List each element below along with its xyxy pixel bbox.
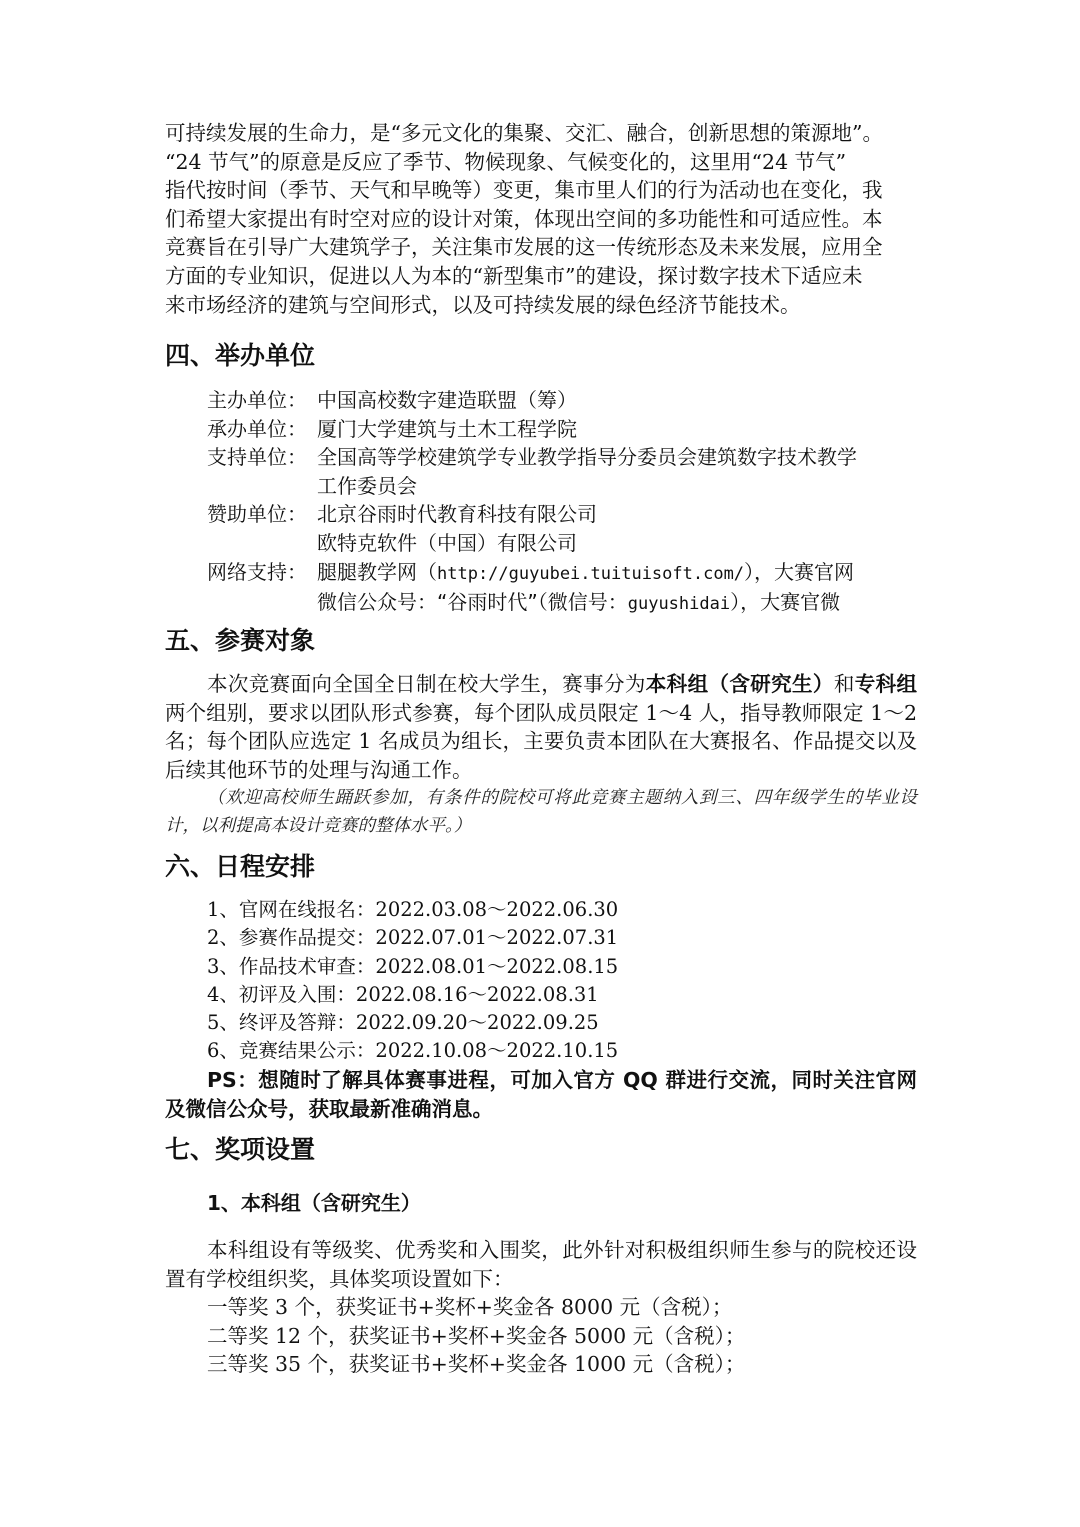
support-row-cont — [207, 472, 917, 501]
sponsor-value: 北京谷雨时代教育科技有限公司 — [317, 502, 597, 527]
section-heading-organizers: 四、举办单位 — [165, 341, 316, 370]
schedule-item: 5、终评及答辩：2022.09.20～2022.09.25 — [207, 1011, 599, 1035]
organizer-label: 承办单位： — [207, 416, 307, 441]
ps-paragraph — [165, 1066, 917, 1123]
support-value-cont: 工作委员会 — [317, 473, 417, 498]
website-link[interactable]: http://guyubei.tuituisoft.com/ — [437, 563, 745, 584]
support-row — [207, 443, 917, 472]
schedule-item: 1、官网在线报名：2022.03.08～2022.06.30 — [207, 898, 619, 921]
ps-text: PS：想随时了解具体赛事进程，可加入官方 QQ 群进行交流，同时关注官网及微信公众号，获取最新准确消息。 — [165, 1068, 917, 1121]
intro-line: 可持续发展的生命力，是“多元文化的集聚、交汇、融合，创新思想的策源地”。 — [165, 121, 883, 145]
wechat-value: 微信公众号：“谷雨时代”（微信号：guyushidai），大赛官微 — [317, 590, 841, 615]
wechat-row — [207, 588, 917, 619]
host-value: 中国高校数字建造联盟（筹） — [317, 388, 577, 412]
section-heading-schedule: 六、日程安排 — [165, 852, 316, 881]
intro-paragraph — [165, 119, 917, 319]
awards-intro: 本科组设有等级奖、优秀奖和入围奖，此外针对积极组织师生参与的院校还设置有学校组织奖，具体奖项设置如下： — [165, 1238, 917, 1291]
intro-line: 竞赛旨在引导广大建筑学子，关注集市发展的这一传统形态及未来发展，应用全 — [165, 235, 883, 260]
participants-paragraph — [165, 670, 917, 840]
intro-line: 指代按时间（季节、天气和早晚等）变更，集市里人们的行为活动也在变化，我 — [165, 178, 883, 203]
participants-text: 本次竞赛面向全国全日制在校大学生，赛事分为本科组（含研究生）和专科组两个组别，要求以团队形式参赛，每个团队成员限定 1～4 人，指导教师限定 1～2 名；每个团队应选定 1 名成员为组长，主要负责本团队在大赛报名、作品提交以及后续其他环节的处理与沟通工作。 — [165, 672, 918, 782]
award-item: 二等奖 12 个，获奖证书+奖杯+奖金各 5000 元（含税）； — [207, 1323, 746, 1348]
wechat-id: guyushidai — [627, 594, 731, 615]
intro-line: 来市场经济的建筑与空间形式，以及可持续发展的绿色经济节能技术。 — [165, 292, 801, 317]
schedule-list — [207, 896, 618, 1066]
awards-paragraph — [165, 1236, 917, 1379]
intro-line: “24 节气”的原意是反应了季节、物候现象、气候变化的，这里用“24 节气” — [165, 149, 847, 174]
organizer-value: 厦门大学建筑与土木工程学院 — [317, 416, 577, 441]
intro-line: 方面的专业知识，促进以人为本的“新型集市”的建设，探讨数字技术下适应未 — [165, 263, 863, 288]
web-row — [207, 558, 917, 589]
subheading-undergrad: 1、本科组（含研究生） — [207, 1191, 421, 1215]
web-label: 网络支持： — [207, 559, 307, 584]
schedule-item: 3、作品技术审查：2022.08.01～2022.08.15 — [207, 954, 619, 978]
organizer-row — [207, 415, 917, 444]
host-row — [207, 386, 917, 415]
award-item: 三等奖 35 个，获奖证书+奖杯+奖金各 1000 元（含税）； — [207, 1352, 746, 1377]
sponsor-row — [207, 500, 917, 529]
support-label: 支持单位： — [207, 445, 307, 470]
sponsor-label: 赞助单位： — [207, 502, 307, 527]
sponsor-value-cont: 欧特克软件（中国）有限公司 — [317, 530, 577, 555]
schedule-item: 2、参赛作品提交：2022.07.01～2022.07.31 — [207, 926, 619, 950]
award-item: 一等奖 3 个，获奖证书+奖杯+奖金各 8000 元（含税）； — [207, 1295, 733, 1320]
web-value: 腿腿教学网（http://guyubei.tuituisoft.com/），大赛官网 — [317, 559, 855, 584]
section-heading-awards: 七、奖项设置 — [165, 1135, 316, 1164]
support-value: 全国高等学校建筑学专业教学指导分委员会建筑数字技术教学 — [317, 445, 857, 470]
participants-note: （欢迎高校师生踊跃参加，有条件的院校可将此竞赛主题纳入到三、四年级学生的毕业设计，以利提高本设计竞赛的整体水平。） — [165, 788, 917, 837]
intro-line: 们希望大家提出有时空对应的设计对策，体现出空间的多功能性和可适应性。本 — [165, 206, 883, 231]
host-label: 主办单位： — [207, 388, 307, 412]
schedule-item: 4、初评及入围：2022.08.16～2022.08.31 — [207, 982, 599, 1006]
organizer-list — [207, 386, 917, 619]
section-heading-participants: 五、参赛对象 — [165, 626, 316, 655]
schedule-item: 6、竞赛结果公示：2022.10.08～2022.10.15 — [207, 1039, 619, 1063]
sponsor-row-cont — [207, 529, 917, 558]
